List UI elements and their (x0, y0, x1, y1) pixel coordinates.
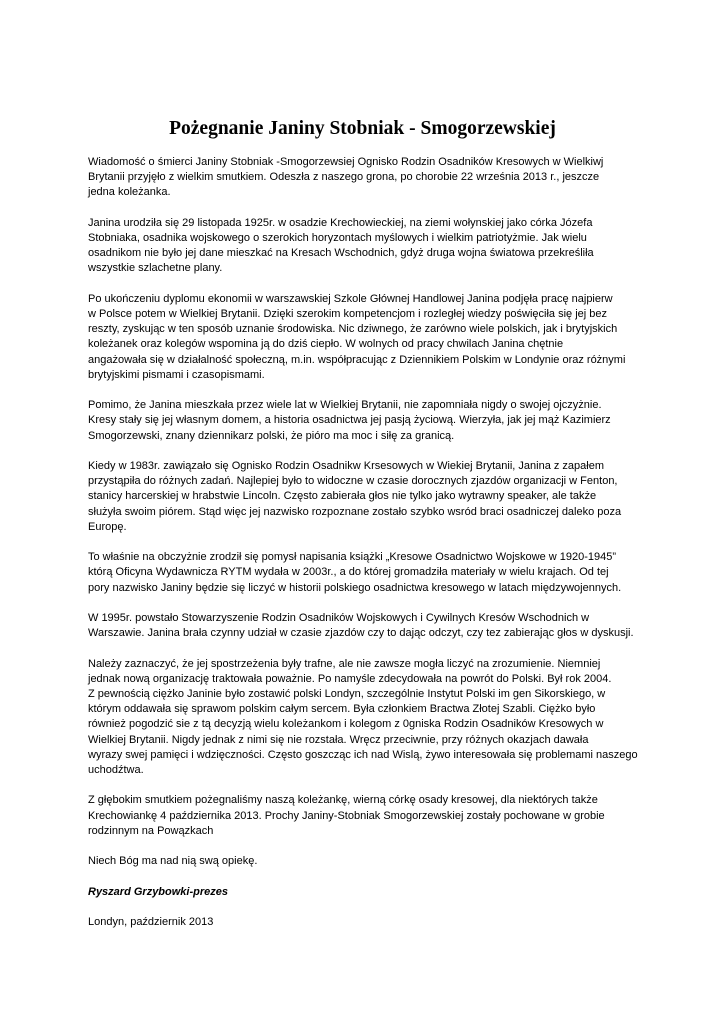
text-line: stanicy harcerskiej w hrabstwie Lincoln. Często zabierała głos nie tylko jako wytrawny speaker, ale także (88, 490, 597, 503)
paragraph (88, 216, 648, 277)
signature: Ryszard Grzybowki-prezes (88, 885, 228, 898)
text-line: którą Oficyna Wydawnicza RYTM wydała w 2003r., a do której gromadziła materiały w wielu krajach. Od tej (88, 566, 609, 579)
text-line: służyła swoim piórem. Stąd więc jej nazwisko rozpoznane zostało szybko wsród braci osadniczej daleko poza (88, 505, 622, 518)
place-date: Londyn, październik 2013 (88, 915, 214, 928)
text-line: rodzinnym na Powązkach (88, 824, 214, 837)
text-line: Europę. (88, 520, 127, 533)
text-line: Kiedy w 1983r. zawiązało się Ognisko Rodzin Osadnikw Krsesowych w Wiekiej Brytanii, Janina z zapałem (88, 460, 605, 472)
text-line: również pogodzić sie z tą decyzją wielu koleżankom i kolegom z 0gniska Rodzin Osadników Kresowych w (88, 718, 604, 731)
text-line: Krechowiankę 4 października 2013. Prochy Janiny-Stobniak Smogorzewskiej zostały pochowane w grobie (88, 809, 605, 822)
text-line: Z pewnością ciężko Janinie było zostawić polski Londyn, szczególnie Instytut Polski im gen Sikorskiego, w (88, 688, 606, 700)
text-line: Brytanii przyjęło z wielkim smutkiem. Odeszła z naszego grona, po chorobie 22 września 2013 r., jeszcze (88, 171, 600, 184)
text-line: brytyjskimi pismami i czasopismami. (88, 368, 265, 381)
text-line: uchodźtwa. (88, 764, 144, 777)
text-line: wyrazy swej pamięci i wdzięczności. Często goszcząc ich nad Wislą, żywo interesowała się problemami naszego (88, 748, 638, 761)
text-line: Smogorzewski, znany dziennikarz polski, że pióro ma moc i siłę za granicą. (88, 429, 455, 442)
paragraph (88, 611, 648, 641)
text-line: angażowała się w działalność społeczną, m.in. współpracując z Dziennikiem Polskim w Londynie oraz różnymi (88, 353, 626, 366)
paragraph (88, 657, 648, 779)
text-line: Wielkiej Brytanii. Nigdy jednak z nimi się nie rozstała. Wręcz przeciwnie, przy różnych okazjach dawała (88, 733, 589, 746)
paragraph (88, 398, 648, 444)
text-line: wszystkie szlachetne plany. (88, 262, 223, 275)
text-line: Pomimo, że Janina mieszkała przez wiele lat w Wielkiej Brytanii, nie zapomniała nigdy o swojej ojczyżnie. (88, 399, 602, 412)
text-line: w Polsce potem w Wielkiej Brytanii. Dzięki szerokim kompetencjom i rozległej wiedzy poświęciła się jej bez (88, 308, 608, 320)
paragraph (88, 459, 648, 535)
text-line: Janina urodziła się 29 listopada 1925r. w osadzie Krechowieckiej, na ziemi wołynskiej jako córka Józefa (88, 216, 593, 229)
paragraph (88, 550, 648, 596)
text-line: W 1995r. powstało Stowarzyszenie Rodzin Osadników Wojskowych i Cywilnych Kresów Wschodnich w (88, 612, 590, 624)
paragraph (88, 292, 648, 383)
paragraph (88, 155, 648, 201)
text-line: osadnikom nie było jej dane mieszkać na Kresach Wschodnich, gdyż druga wojna światowa przekreśliła (88, 247, 594, 260)
text-line: Należy zaznaczyć, że jej spostrzeżenia były trafne, ale nie zawsze mogła liczyć na zrozumienie. Niemniej (88, 657, 601, 670)
text-line: pory nazwisko Janiny będzie się liczyć w historii polskiego osadnictwa kresowego w latach międzywojennych. (88, 581, 622, 594)
text-line: Kresy stały się jej własnym domem, a historia osadnictwa jej pasją życiową. Wierzyła, jak jej mąż Kazimierz (88, 414, 611, 427)
text-line: Wiadomość o śmierci Janiny Stobniak -Smogorzewsiej Ognisko Rodzin Osadników Kresowych w Wielkiwj (88, 156, 604, 168)
paragraph (88, 793, 648, 839)
text-line: przystąpiła do różnych zadań. Najlepiej było to widoczne w czasie dorocznych zjazdów organizacji w Fenton, (88, 475, 618, 488)
text-line: Warszawie. Janina brała czynny udział w czasie zjazdów czy to dając odczyt, czy tez zabierając głos w dyskusji. (88, 627, 634, 640)
text-line: To właśnie na obczyżnie zrodził się pomysł napisania książki „Kresowe Osadnictwo Wojskowe w 1920-1945” (88, 551, 617, 564)
text-line: reszty, zyskując w ten sposób uznanie środowiska. Nic dziwnego, że zarówno wiele polskich, jak i brytyjskich (88, 323, 618, 336)
text-line: Niech Bóg ma nad nią swą opiekę. (88, 855, 258, 868)
document-body (88, 155, 648, 945)
text-line: jedna koleżanka. (88, 186, 171, 199)
text-line: jednak nową organizację traktowała poważnie. Po namyśle zdecydowała na powrót do Polski. Był rok 2004. (88, 672, 612, 685)
text-line: Z głębokim smutkiem pożegnaliśmy naszą koleżankę, wierną córkę osady kresowej, dla niektórych także (88, 794, 598, 807)
document-title: Pożegnanie Janiny Stobniak - Smogorzewskiej (169, 118, 556, 139)
text-line: którym oddawała się sprawom polskim całym sercem. Była członkiem Bractwa Złotej Szabli. Ciężko było (88, 703, 596, 716)
text-line: koleżanek oraz kolegów wspomina ją do dziś ciepło. W wolnych od pracy chwilach Janina chętnie (88, 338, 564, 351)
paragraph-list (88, 155, 648, 869)
text-line: Stobniaka, osadnika wojskowego o szerokich horyzontach myślowych i wielkim patriotyżmie. Jak wielu (88, 232, 587, 244)
text-line: Po ukończeniu dyplomu ekonomii w warszawskiej Szkole Głównej Handlowej Janina podjęła pracę najpierw (88, 292, 613, 305)
paragraph (88, 854, 648, 869)
